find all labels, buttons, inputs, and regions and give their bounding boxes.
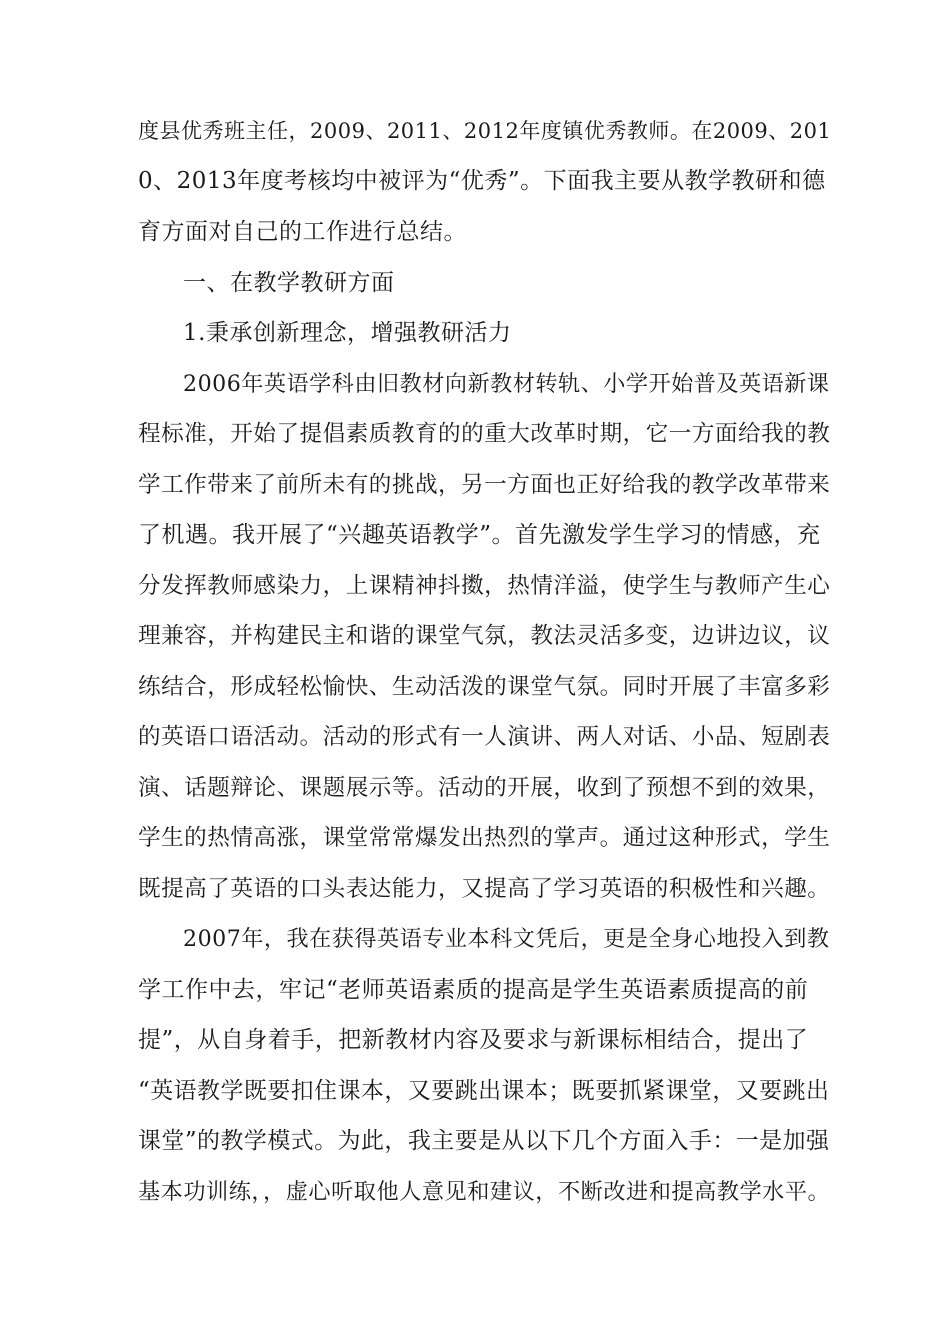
subsection-heading: 1.秉承创新理念，增强教研活力 bbox=[183, 320, 512, 346]
section-heading: 一、在教学教研方面 bbox=[183, 270, 395, 296]
text-line: 了机遇。我开展了“兴趣英语教学”。首先激发学生学习的情感，充 bbox=[138, 522, 821, 548]
text-line: 的英语口语活动。活动的形式有一人演讲、两人对话、小品、短剧表 bbox=[138, 724, 831, 750]
text-line: “英语教学既要扣住课本，又要跳出课本；既要抓紧课堂，又要跳出 bbox=[138, 1078, 830, 1104]
text-line: 练结合，形成轻松愉快、生动活泼的课堂气氛。同时开展了丰富多彩 bbox=[138, 674, 831, 700]
text-line: 课堂”的教学模式。为此，我主要是从以下几个方面入手：一是加强 bbox=[138, 1128, 830, 1154]
text-line: 分发挥教师感染力，上课精神抖擞，热情洋溢，使学生与教师产生心 bbox=[138, 573, 831, 599]
text-line: 度县优秀班主任，2009、2011、2012年度镇优秀教师。在2009、201 bbox=[138, 119, 832, 143]
text-line: 2006年英语学科由旧教材向新教材转轨、小学开始普及英语新课 bbox=[183, 371, 830, 397]
text-line: 学工作带来了前所未有的挑战，另一方面也正好给我的教学改革带来 bbox=[138, 472, 831, 498]
text-line: 2007年，我在获得英语专业本科文凭后，更是全身心地投入到教 bbox=[183, 926, 830, 952]
text-line: 演、话题辩论、课题展示等。活动的开展，收到了预想不到的效果， bbox=[138, 775, 831, 801]
text-line: 育方面对自己的工作进行总结。 bbox=[138, 219, 467, 245]
text-line: 基本功训练，，虚心听取他人意见和建议，不断改进和提高教学水平。 bbox=[138, 1179, 831, 1205]
text-line: 学工作中去，牢记“老师英语素质的提高是学生英语素质提高的前 bbox=[138, 977, 809, 1003]
text-line: 理兼容，并构建民主和谐的课堂气氛，教法灵活多变，边讲边议，议 bbox=[138, 623, 831, 649]
text-line: 程标准，开始了提倡素质教育的的重大改革时期，它一方面给我的教 bbox=[138, 421, 831, 447]
text-line: 提”，从自身着手，把新教材内容及要求与新课标相结合，提出了 bbox=[138, 1027, 809, 1053]
text-line: 学生的热情高涨，课堂常常爆发出热烈的掌声。通过这种形式，学生 bbox=[138, 825, 831, 851]
text-line: 既提高了英语的口头表达能力，又提高了学习英语的积极性和兴趣。 bbox=[138, 876, 831, 902]
text-line: 0、2013年度考核均中被评为“优秀”。下面我主要从教学教研和德 bbox=[138, 168, 826, 194]
